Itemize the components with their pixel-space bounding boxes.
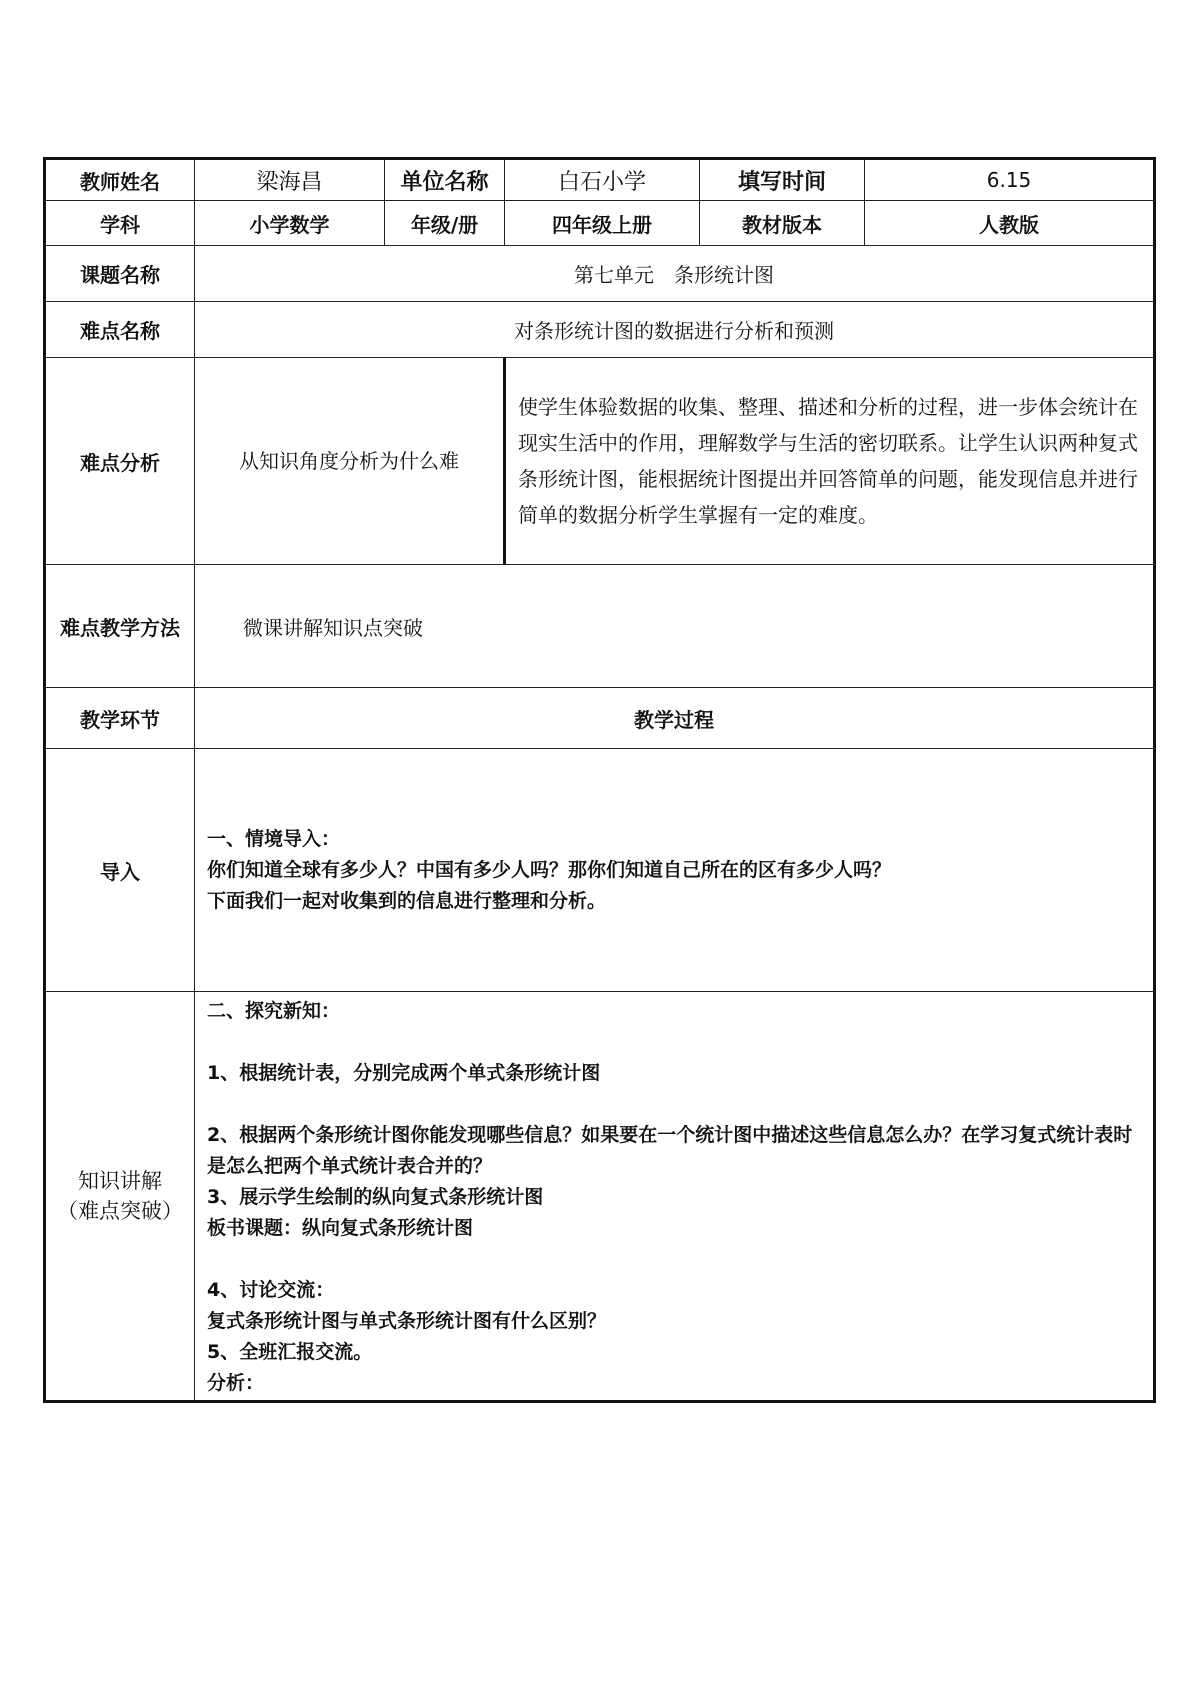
difficulty-value: 对条形统计图的数据进行分析和预测 xyxy=(195,302,1155,358)
analysis-label: 难点分析 xyxy=(45,358,195,565)
method-value: 微课讲解知识点突破 xyxy=(195,565,1155,688)
topic-label: 课题名称 xyxy=(45,246,195,302)
difficulty-row xyxy=(45,302,1155,358)
spacer xyxy=(207,1089,1141,1120)
process-header-row xyxy=(45,688,1155,749)
lesson-plan-sheet xyxy=(43,157,1153,1403)
knowledge-line-8: 5、全班汇报交流。 xyxy=(207,1341,373,1363)
unit-label: 单位名称 xyxy=(385,159,505,201)
date-label: 填写时间 xyxy=(700,159,865,201)
analysis-row xyxy=(45,358,1155,565)
topic-value: 第七单元 条形统计图 xyxy=(195,246,1155,302)
process-stage-label: 教学环节 xyxy=(45,688,195,749)
intro-label: 导入 xyxy=(45,749,195,992)
intro-content xyxy=(195,749,1155,992)
spacer xyxy=(207,1244,1141,1275)
grade-value: 四年级上册 xyxy=(505,201,700,246)
knowledge-line-7: 复式条形统计图与单式条形统计图有什么区别？ xyxy=(207,1310,607,1332)
process-title: 教学过程 xyxy=(195,688,1155,749)
knowledge-line-4: 3、展示学生绘制的纵向复式条形统计图 xyxy=(207,1186,544,1208)
date-value: 6.15 xyxy=(865,159,1155,201)
edition-value: 人教版 xyxy=(865,201,1155,246)
knowledge-line-3: 2、根据两个条形统计图你能发现哪些信息？如果要在一个统计图中描述这些信息怎么办？在学习复式统计表时是怎么把两个单式统计表合并的？ xyxy=(207,1124,1133,1177)
method-label: 难点教学方法 xyxy=(45,565,195,688)
knowledge-line-6: 4、讨论交流： xyxy=(207,1279,335,1301)
knowledge-line-1: 二、探究新知： xyxy=(207,1000,341,1022)
grade-label: 年级/册 xyxy=(385,201,505,246)
intro-line-2: 你们知道全球有多少人？中国有多少人吗？那你们知道自己所在的区有多少人吗？ xyxy=(207,858,892,881)
knowledge-label xyxy=(45,992,195,1402)
intro-line-1: 一、情境导入： xyxy=(207,827,341,850)
topic-row xyxy=(45,246,1155,302)
teacher-label: 教师姓名 xyxy=(45,159,195,201)
teacher-value: 梁海昌 xyxy=(195,159,385,201)
knowledge-line-2: 1、根据统计表，分别完成两个单式条形统计图 xyxy=(207,1062,601,1084)
subject-value: 小学数学 xyxy=(195,201,385,246)
knowledge-content xyxy=(195,992,1155,1402)
intro-line-3: 下面我们一起对收集到的信息进行整理和分析。 xyxy=(207,889,607,912)
spacer xyxy=(207,1027,1141,1058)
knowledge-row xyxy=(45,992,1155,1402)
difficulty-label: 难点名称 xyxy=(45,302,195,358)
lesson-plan-table xyxy=(43,157,1156,1403)
subject-label: 学科 xyxy=(45,201,195,246)
analysis-text: 使学生体验数据的收集、整理、描述和分析的过程，进一步体会统计在现实生活中的作用，理解数学与生活的密切联系。让学生认识两种复式条形统计图，能根据统计图提出并回答简单的问题，能发现信息并进行简单的数据分析学生掌握有一定的难度。 xyxy=(505,358,1155,565)
analysis-sub-label: 从知识角度分析为什么难 xyxy=(195,358,505,565)
method-row xyxy=(45,565,1155,688)
header-row-1 xyxy=(45,159,1155,201)
knowledge-line-9: 分析： xyxy=(207,1372,265,1394)
edition-label: 教材版本 xyxy=(700,201,865,246)
knowledge-line-5: 板书课题：纵向复式条形统计图 xyxy=(207,1217,474,1239)
header-row-2 xyxy=(45,201,1155,246)
intro-row xyxy=(45,749,1155,992)
knowledge-label-line-1: 知识讲解 xyxy=(78,1169,162,1193)
knowledge-label-line-2: （难点突破） xyxy=(57,1199,183,1223)
unit-value: 白石小学 xyxy=(505,159,700,201)
